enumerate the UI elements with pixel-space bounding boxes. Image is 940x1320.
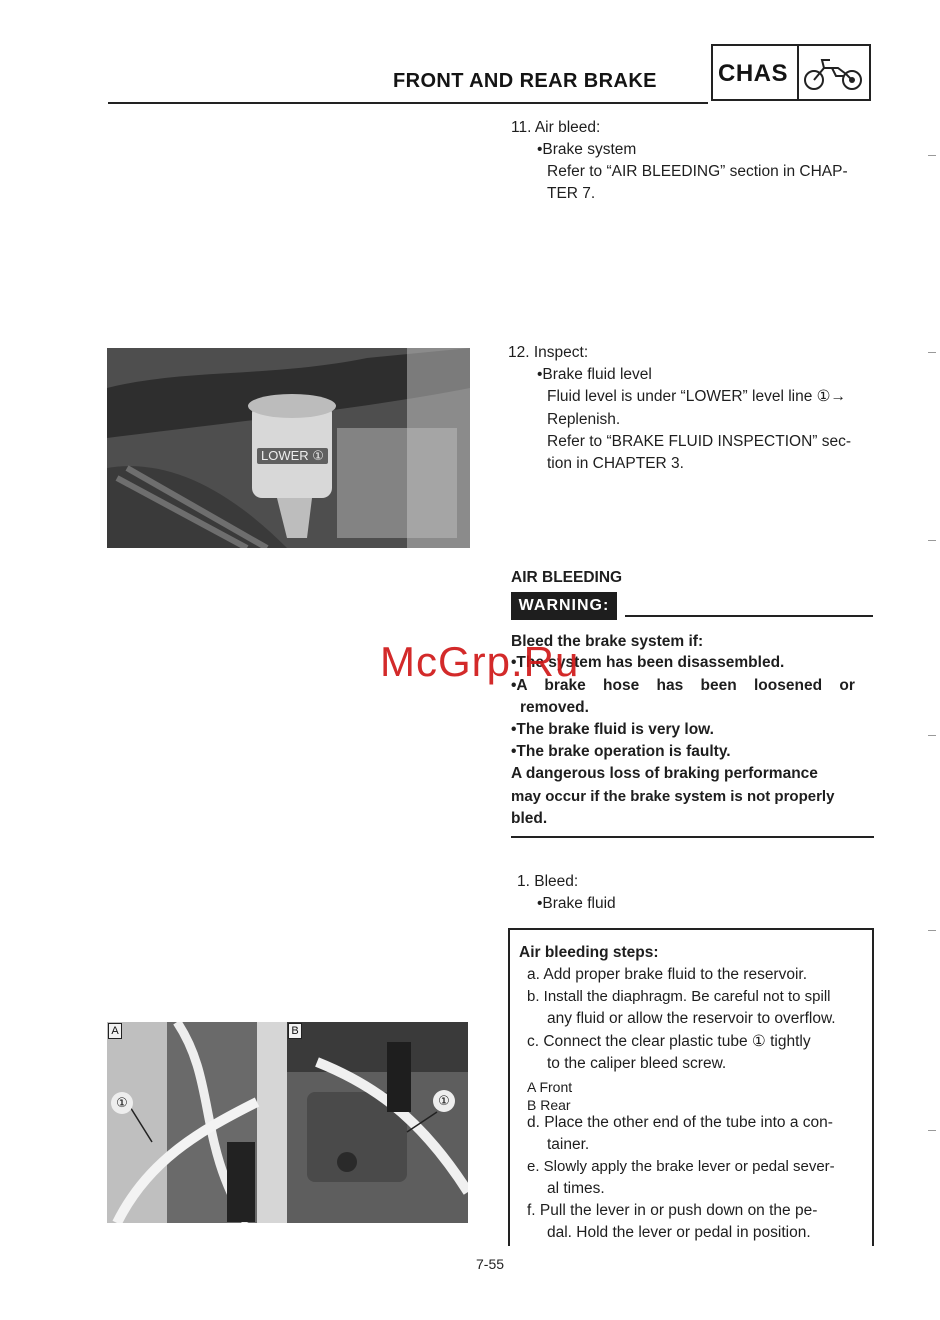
warning-line: •The brake fluid is very low.	[511, 721, 714, 738]
scan-edge-mark	[928, 352, 936, 353]
step-12-heading: 12. Inspect:	[508, 344, 589, 361]
steps-line: any fluid or allow the reservoir to overflow.	[547, 1010, 836, 1027]
photo-tag-front: A	[108, 1023, 122, 1039]
step-11-bullet: •Brake system	[537, 141, 637, 158]
steps-box-title: Air bleeding steps:	[519, 944, 659, 961]
steps-line: A Front	[527, 1079, 573, 1095]
step-11-heading: 11. Air bleed:	[511, 119, 601, 136]
step-11-line: Refer to “AIR BLEEDING” section in CHAP-	[547, 163, 848, 180]
steps-box-left	[508, 928, 510, 1246]
warning-line: •The brake operation is faulty.	[511, 743, 731, 760]
motorcycle-icon	[802, 54, 866, 92]
rear-bleed-photo-art	[287, 1022, 468, 1223]
section-label: CHAS	[718, 60, 789, 87]
steps-box-top	[508, 928, 874, 930]
reservoir-photo	[107, 348, 470, 548]
header-rule	[108, 102, 708, 104]
page-number: 7-55	[476, 1256, 505, 1272]
step-12-bullet: •Brake fluid level	[537, 366, 652, 383]
warning-badge: WARNING:	[511, 592, 617, 620]
section-heading: AIR BLEEDING	[511, 569, 623, 586]
steps-line: B Rear	[527, 1097, 571, 1113]
section-tab-divider	[797, 44, 799, 101]
step-12-line: tion in CHAPTER 3.	[547, 455, 684, 472]
warning-line: •The system has been disassembled.	[511, 654, 785, 671]
step-12-line: Fluid level is under “LOWER” level line ①→	[547, 388, 847, 405]
steps-line: al times.	[547, 1180, 605, 1197]
warning-rule	[625, 615, 873, 617]
step-12-line: Replenish.	[547, 411, 621, 428]
front-bleed-photo-art	[107, 1022, 287, 1223]
steps-box-right	[872, 928, 874, 1246]
steps-line: e. Slowly apply the brake lever or pedal sever-	[527, 1158, 835, 1175]
step-1-bullet: •Brake fluid	[537, 895, 616, 912]
steps-line: a. Add proper brake fluid to the reservoir.	[527, 966, 808, 983]
warning-line: •A brake hose has been loosened or	[511, 677, 855, 694]
steps-line: b. Install the diaphragm. Be careful not to spill	[527, 988, 831, 1005]
warning-line: removed.	[520, 699, 589, 716]
warning-end-rule	[511, 836, 874, 838]
scan-edge-mark	[928, 155, 936, 156]
scan-edge-mark	[928, 1130, 936, 1131]
steps-line: f. Pull the lever in or push down on the pe-	[527, 1202, 818, 1219]
watermark: McGrp.Ru	[380, 638, 580, 685]
photo-tag-rear: B	[288, 1023, 302, 1039]
steps-line: tainer.	[547, 1136, 590, 1153]
steps-line: to the caliper bleed screw.	[547, 1055, 727, 1072]
warning-line: Bleed the brake system if:	[511, 633, 704, 650]
step-12-line: Refer to “BRAKE FLUID INSPECTION” sec-	[547, 433, 852, 450]
step-1-heading: 1. Bleed:	[517, 873, 579, 890]
lower-level-label: LOWER ①	[257, 448, 328, 464]
tube-callout: ①	[433, 1090, 455, 1112]
scan-edge-mark	[928, 930, 936, 931]
step-11-line: TER 7.	[547, 185, 596, 202]
front-bleed-photo	[107, 1022, 287, 1223]
rear-bleed-photo	[287, 1022, 468, 1223]
scan-edge-mark	[928, 735, 936, 736]
warning-line: A dangerous loss of braking performance	[511, 765, 818, 782]
steps-line: c. Connect the clear plastic tube ① tightly	[527, 1033, 811, 1050]
scan-edge-mark	[928, 540, 936, 541]
warning-line: bled.	[511, 810, 548, 827]
tube-callout: ①	[111, 1092, 133, 1114]
warning-line: may occur if the brake system is not properly	[511, 788, 835, 805]
steps-line: d. Place the other end of the tube into a con-	[527, 1114, 833, 1131]
page-title: FRONT AND REAR BRAKE	[393, 70, 657, 92]
steps-line: dal. Hold the lever or pedal in position.	[547, 1224, 811, 1241]
